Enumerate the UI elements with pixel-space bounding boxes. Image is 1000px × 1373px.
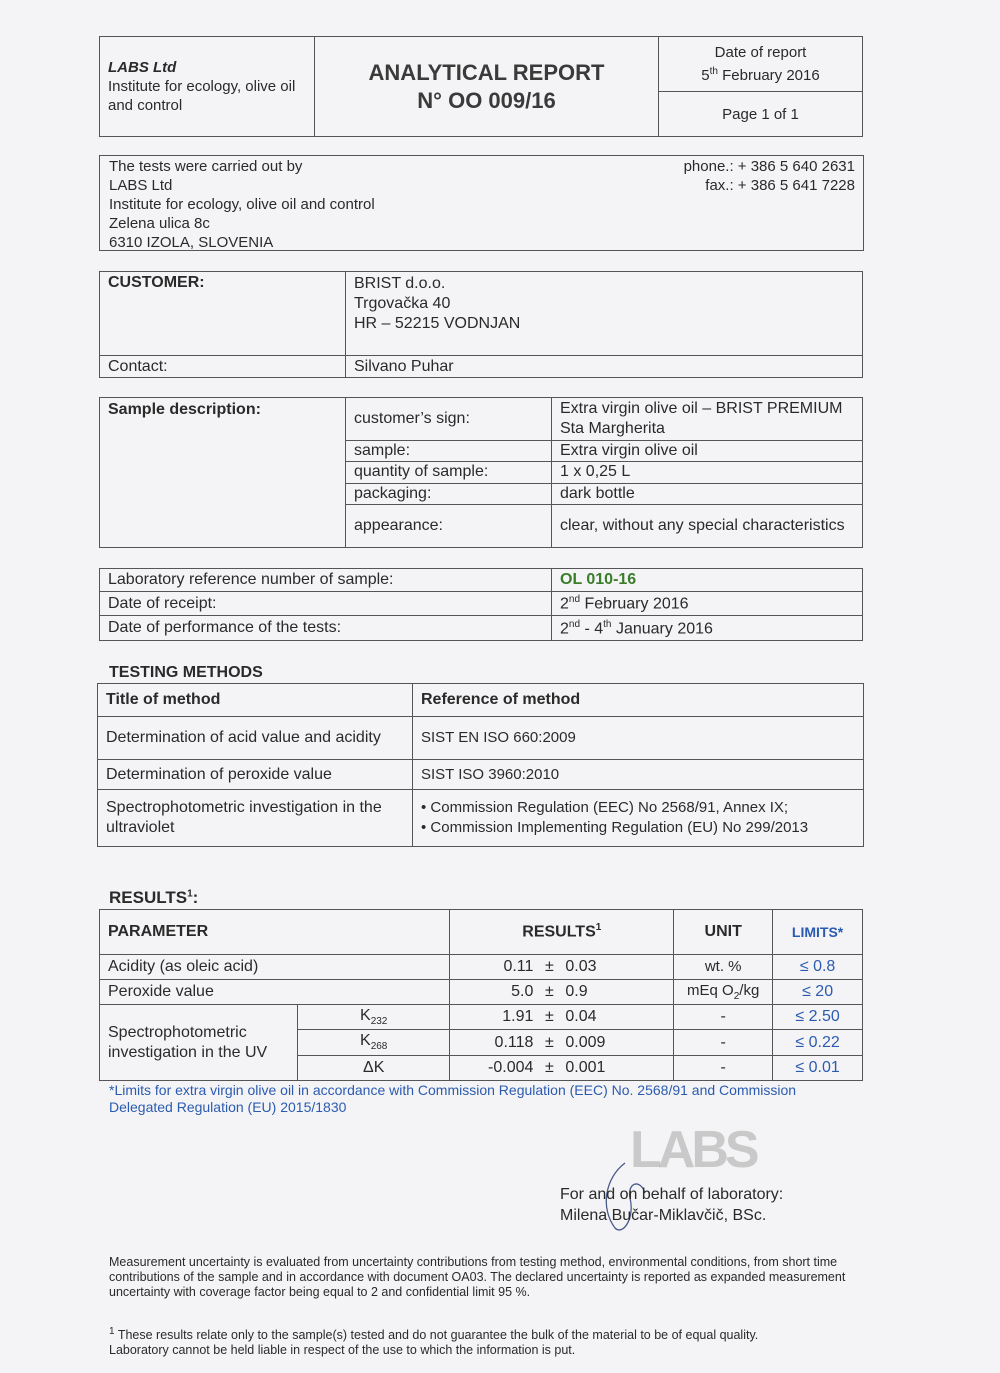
customer-table	[99, 271, 863, 378]
uv-param	[298, 1005, 450, 1030]
result-pm: ±	[541, 1030, 557, 1055]
company-block	[100, 37, 315, 137]
receipt-value	[552, 591, 863, 616]
sample-value: 1 x 0,25 L	[552, 462, 863, 483]
customer-address	[346, 272, 863, 356]
lab-fax: fax.: + 386 5 641 7228	[705, 177, 855, 194]
report-number: N° OO 009/16	[417, 87, 556, 113]
customer-street: Trgovačka 40	[354, 295, 451, 312]
uv-param-sub: 268	[370, 1041, 388, 1053]
perf-sup: th	[603, 618, 612, 630]
results-table	[99, 909, 863, 1081]
result-pm: ±	[541, 1055, 557, 1080]
results-col-results	[450, 910, 674, 955]
report-title-block	[315, 37, 659, 137]
signature-block	[560, 1184, 783, 1226]
signature-name: Milena Bučar-Miklavčič, BSc.	[560, 1207, 767, 1224]
limits-footnote: *Limits for extra virgin olive oil in accordance with Commission Regulation (EEC) No. 2568/91 and Commission Delegated Regulation (EU) 2015/1830	[109, 1082, 797, 1115]
perf-mid: - 4	[584, 619, 604, 637]
result-limit: ≤ 0.8	[773, 954, 863, 979]
results-footnote	[109, 1324, 809, 1358]
perf-sup: nd	[568, 618, 581, 630]
results-heading-colon: :	[192, 888, 199, 907]
sample-key: customer’s sign:	[346, 398, 552, 441]
page-indicator: Page 1 of 1	[659, 92, 863, 137]
lab-line: Institute for ecology, olive oil and control	[109, 196, 375, 213]
lab-line: Zelena ulica 8c	[109, 215, 210, 232]
sample-value: Extra virgin olive oil – BRIST PREMIUM Sta Margherita	[552, 398, 863, 441]
sample-key: packaging:	[346, 483, 552, 504]
result-unc: 0.9	[557, 979, 673, 1004]
date-day: 5	[701, 67, 710, 84]
unit-a: mEq O	[687, 981, 734, 999]
ref-value: OL 010-16	[552, 569, 863, 592]
report-date	[659, 37, 863, 92]
uv-param-k: K	[360, 1007, 371, 1025]
perf-value	[552, 616, 863, 641]
customer-city: HR – 52215 VODNJAN	[354, 315, 521, 332]
perf-day: 2	[560, 619, 569, 637]
uv-param-k: ΔK	[363, 1058, 385, 1076]
receipt-label: Date of receipt:	[100, 591, 552, 616]
date-label: Date of report	[714, 44, 807, 61]
param-name: Acidity (as oleic acid)	[100, 954, 450, 979]
sample-table	[99, 397, 863, 548]
method-ref: SIST ISO 3960:2010	[413, 759, 864, 789]
uv-param	[298, 1055, 450, 1080]
sample-key: appearance:	[346, 504, 552, 547]
result-value: 0.118	[450, 1030, 542, 1055]
result-pm: ±	[541, 954, 557, 979]
customer-name: BRIST d.o.o.	[354, 275, 446, 292]
contact-value: Silvano Puhar	[346, 356, 863, 378]
methods-col-ref: Reference of method	[413, 684, 864, 717]
ref-label: Laboratory reference number of sample:	[100, 569, 552, 592]
result-limit: ≤ 0.22	[773, 1030, 863, 1055]
company-subtitle: Institute for ecology, olive oil and control	[108, 78, 296, 114]
results-heading-sup: 1	[187, 888, 193, 900]
perf-label: Date of performance of the tests:	[100, 616, 552, 641]
method-title: Spectrophotometric investigation in the ultraviolet	[98, 790, 413, 847]
result-unit: -	[674, 1055, 773, 1080]
result-value: 0.11	[450, 954, 542, 979]
result-pm: ±	[541, 1005, 557, 1030]
report-header	[99, 36, 863, 137]
sample-key: quantity of sample:	[346, 462, 552, 483]
param-name: Spectrophotometric investigation in the UV	[100, 1005, 298, 1081]
result-limit: ≤ 20	[773, 979, 863, 1004]
method-title: Determination of acid value and acidity	[98, 717, 413, 760]
results-col-unit: UNIT	[674, 910, 773, 955]
result-unc: 0.001	[557, 1055, 673, 1080]
methods-col-title: Title of method	[98, 684, 413, 717]
method-ref-list	[413, 790, 864, 847]
unit-sub: 2	[733, 990, 740, 1002]
uncertainty-note: Measurement uncertainty is evaluated from uncertainty contributions from testing method, environmental conditions, from short time contributions of the sample and in accordance with document OA03. The declared uncertainty is reported as expanded measurement uncertainty with coverage factor being equal to 2 and confidential limit 95 %.	[109, 1255, 846, 1299]
lab-stamp: LABS	[630, 1121, 756, 1179]
result-unit	[674, 979, 773, 1004]
unit-b: /kg	[739, 981, 760, 999]
signature-line1: For and on behalf of laboratory:	[560, 1186, 784, 1203]
lab-info-box	[99, 155, 864, 251]
method-ref: • Commission Regulation (EEC) No 2568/91, Annex IX;	[421, 799, 789, 817]
customer-label: CUSTOMER:	[100, 272, 346, 356]
uv-param-sub: 232	[370, 1016, 388, 1028]
results-col-sup: 1	[595, 922, 602, 934]
lab-phone: phone.: + 386 5 640 2631	[683, 158, 855, 175]
date-rest: February 2016	[722, 67, 820, 84]
methods-table	[97, 683, 864, 847]
lab-line: 6310 IZOLA, SLOVENIA	[109, 234, 274, 251]
result-unit: -	[674, 1005, 773, 1030]
date-sup: th	[709, 66, 718, 77]
result-value: -0.004	[450, 1055, 542, 1080]
lab-line: The tests were carried out by	[109, 158, 303, 175]
result-unit: -	[674, 1030, 773, 1055]
footnote-sup: 1	[109, 1326, 115, 1337]
sample-value: clear, without any special characteristics	[552, 504, 863, 547]
results-col-results-text: RESULTS	[522, 923, 596, 941]
result-limit: ≤ 0.01	[773, 1055, 863, 1080]
lab-line: LABS Ltd	[109, 177, 173, 194]
result-value: 5.0	[450, 979, 542, 1004]
date-value	[667, 62, 854, 85]
method-ref: SIST EN ISO 660:2009	[413, 717, 864, 760]
perf-month: January 2016	[615, 619, 713, 637]
report-title: ANALYTICAL REPORT	[368, 59, 605, 85]
receipt-sup: nd	[568, 594, 581, 606]
sample-value: Extra virgin olive oil	[552, 441, 863, 462]
results-col-limits: LIMITS*	[773, 910, 863, 955]
uv-param-k: K	[360, 1032, 371, 1050]
result-pm: ±	[541, 979, 557, 1004]
param-name: Peroxide value	[100, 979, 450, 1004]
sample-value: dark bottle	[552, 483, 863, 504]
receipt-day: 2	[560, 595, 569, 613]
lab-address	[109, 157, 375, 252]
reference-table	[99, 568, 863, 641]
results-heading-text: RESULTS	[109, 888, 188, 907]
result-limit: ≤ 2.50	[773, 1005, 863, 1030]
company-name: LABS Ltd	[108, 59, 177, 76]
result-unc: 0.03	[557, 954, 673, 979]
sample-label: Sample description:	[100, 398, 346, 548]
result-unc: 0.04	[557, 1005, 673, 1030]
result-value: 1.91	[450, 1005, 542, 1030]
method-title: Determination of peroxide value	[98, 759, 413, 789]
methods-heading: TESTING METHODS	[109, 664, 263, 681]
contact-label: Contact:	[100, 356, 346, 378]
result-unit: wt. %	[674, 954, 773, 979]
result-unc: 0.009	[557, 1030, 673, 1055]
results-col-param: PARAMETER	[100, 910, 450, 955]
method-ref: • Commission Implementing Regulation (EU) No 299/2013	[421, 819, 809, 837]
sample-key: sample:	[346, 441, 552, 462]
footnote-text: These results relate only to the sample(s) tested and do not guarantee the bulk of the material to be of equal quality. Laboratory cannot be held liable in respect of the use to which the information is put.	[109, 1328, 759, 1358]
receipt-month: February 2016	[584, 595, 689, 613]
lab-contact	[684, 157, 855, 195]
uv-param	[298, 1030, 450, 1055]
results-heading	[109, 888, 198, 908]
